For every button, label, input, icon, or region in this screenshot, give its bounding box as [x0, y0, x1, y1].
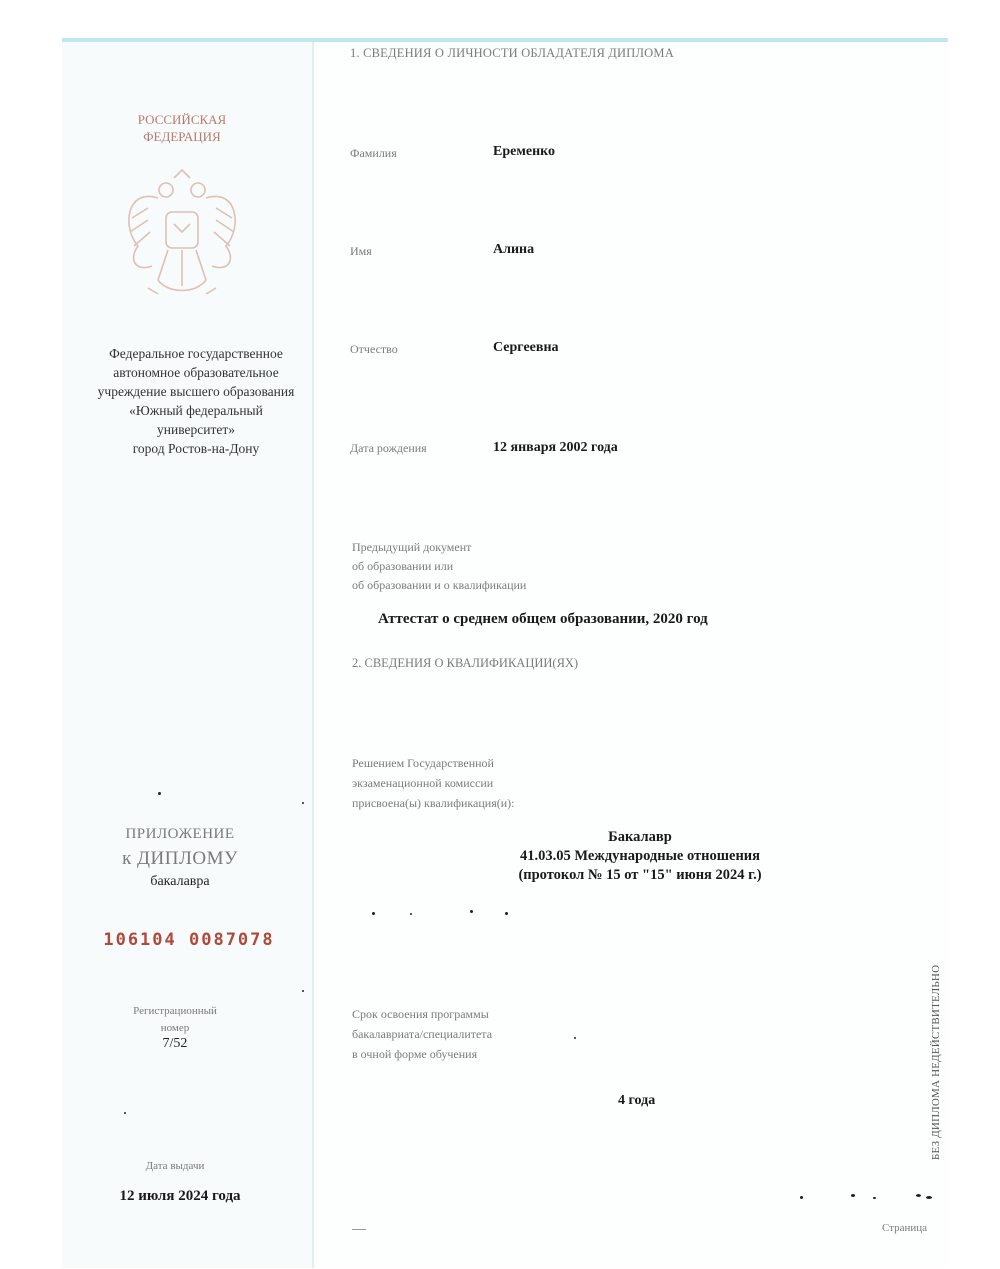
qualification-block: [470, 828, 810, 885]
institution-line: автономное образовательное: [113, 365, 279, 380]
duration-line: Срок освоения программы: [352, 1007, 489, 1021]
section1-title: 1. СВЕДЕНИЯ О ЛИЧНОСТИ ОБЛАДАТЕЛЯ ДИПЛОМА: [350, 46, 674, 60]
speck: [505, 912, 508, 915]
institution-line: город Ростов-на-Дону: [132, 441, 260, 456]
speck: [470, 910, 473, 913]
field-value-birthdate: 12 января 2002 года: [493, 440, 618, 455]
speck: [302, 802, 304, 804]
issue-date-label: Дата выдачи: [145, 1160, 205, 1172]
reg-number-label: [100, 1003, 250, 1037]
reg-label-line: Регистрационный: [133, 1005, 217, 1017]
decision-line: экзаменационной комиссии: [352, 776, 494, 790]
duration-line: бакалавриата/специалитета: [352, 1027, 493, 1041]
field-label-patronymic: Отчество: [350, 342, 398, 356]
qualification-protocol: (протокол № 15 от "15" июня 2024 г.): [518, 867, 762, 883]
reg-number: 7/52: [162, 1036, 188, 1051]
field-label-name: Имя: [350, 244, 372, 258]
speck: [574, 1037, 576, 1039]
prev-doc-line: об образовании и о квалификации: [352, 578, 527, 592]
speck: [372, 912, 375, 915]
prev-doc-line: Предыдущий документ: [352, 540, 472, 554]
institution-line: Федеральное государственное: [109, 346, 283, 361]
duration-line: в очной форме обучения: [352, 1047, 478, 1061]
duration-value: 4 года: [618, 1093, 656, 1108]
institution-line: университет»: [157, 422, 235, 437]
prev-doc-line: об образовании или: [352, 559, 454, 573]
serial-number: 106104 0087078: [103, 930, 275, 950]
decision-label: [352, 753, 515, 813]
speck: [800, 1196, 803, 1199]
qualification-degree: Бакалавр: [608, 829, 672, 845]
footer-rule: [352, 1229, 366, 1230]
appendix-subtitle: к ДИПЛОМУ: [122, 848, 238, 869]
speck: [302, 990, 304, 992]
qualification-program: 41.03.05 Международные отношения: [520, 848, 760, 864]
speck: [916, 1194, 921, 1197]
country-line2: ФЕДЕРАЦИЯ: [143, 129, 221, 144]
speck: [124, 1112, 126, 1114]
appendix-title: ПРИЛОЖЕНИЕ: [125, 826, 235, 842]
speck: [410, 913, 412, 915]
speck: [873, 1197, 876, 1199]
decision-line: Решением Государственной: [352, 756, 494, 770]
field-value-surname: Еременко: [493, 144, 556, 159]
speck: [158, 792, 161, 795]
field-value-patronymic: Сергеевна: [493, 340, 559, 355]
institution-line: учреждение высшего образования: [97, 384, 295, 399]
decision-line: присвоена(ы) квалификация(и):: [352, 796, 515, 810]
institution-name: [70, 344, 322, 458]
field-label-surname: Фамилия: [350, 146, 397, 160]
vertical-validity-note: БЕЗ ДИПЛОМА НЕДЕЙСТВИТЕЛЬНО: [930, 964, 942, 1160]
duration-label: [352, 1004, 492, 1064]
speck: [926, 1196, 932, 1199]
country-line1: РОССИЙСКАЯ: [137, 112, 227, 127]
section2-title: 2. СВЕДЕНИЯ О КВАЛИФИКАЦИИ(ЯХ): [352, 656, 579, 670]
page-label: Страница: [882, 1222, 928, 1234]
panel-divider: [312, 42, 314, 1268]
issue-date: 12 июля 2024 года: [119, 1188, 241, 1204]
institution-line: «Южный федеральный: [129, 403, 263, 418]
reg-label-line: номер: [160, 1022, 190, 1034]
prev-doc-label: [352, 538, 526, 595]
country-name: [112, 111, 252, 145]
speck: [851, 1194, 855, 1197]
field-label-birthdate: Дата рождения: [350, 441, 427, 455]
appendix-degree: бакалавра: [150, 874, 210, 889]
coat-of-arms-icon: [118, 168, 246, 308]
prev-doc-value: Аттестат о среднем общем образовании, 2020 год: [378, 611, 708, 627]
field-value-name: Алина: [493, 242, 535, 257]
